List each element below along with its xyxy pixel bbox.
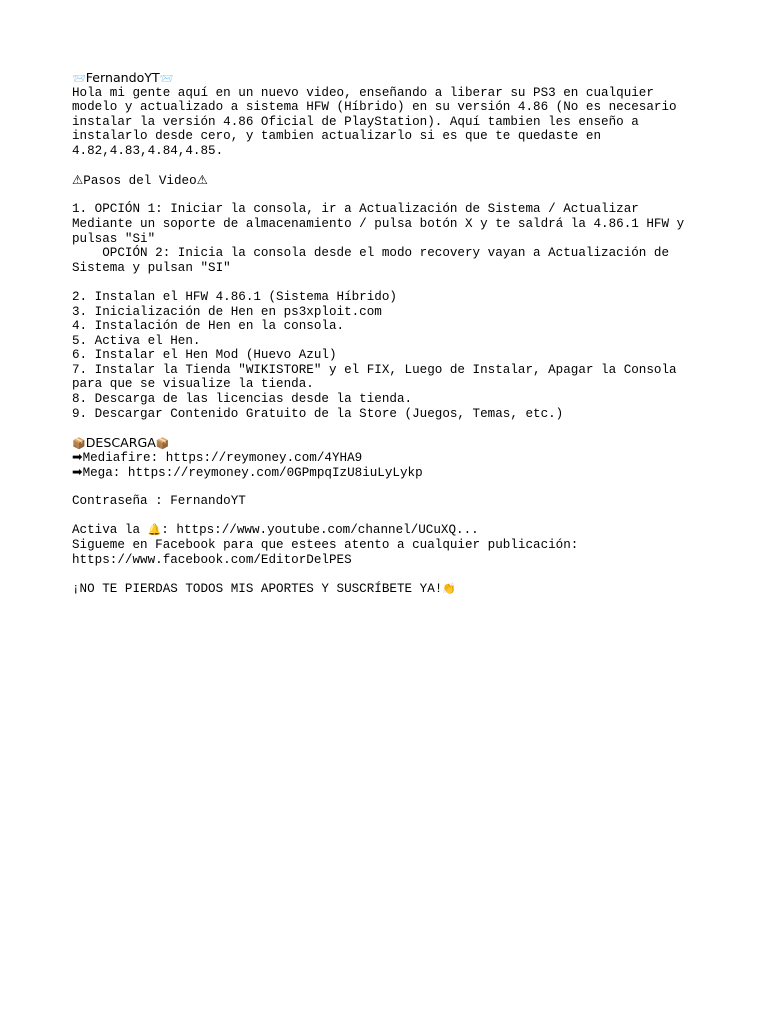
bell-icon: 🔔 bbox=[147, 523, 162, 537]
closing-text: ¡NO TE PIERDAS TODOS MIS APORTES Y SUSCRÍBETE YA! bbox=[72, 581, 443, 596]
closing-line bbox=[72, 582, 712, 597]
spacer bbox=[72, 480, 712, 495]
option-line: 1. OPCIÓN 1: Iniciar la consola, ir a Actualización de Sistema / Actualizar bbox=[72, 202, 639, 217]
intro-line: modelo y actualizado a sistema HFW (Híbrido) en su versión 4.86 (No es necesario bbox=[72, 100, 677, 115]
facebook-link[interactable]: https://www.facebook.com/EditorDelPES bbox=[72, 552, 352, 567]
author-header bbox=[72, 71, 712, 86]
steps-heading-label: Pasos del Video bbox=[83, 174, 197, 189]
download-heading-label: DESCARGA bbox=[85, 434, 156, 450]
spacer bbox=[72, 188, 712, 203]
mega-link-text[interactable]: Mega: https://reymoney.com/0GPmpqIzU8iuLyLykp bbox=[82, 466, 423, 481]
option-line: pulsas "Si" bbox=[72, 231, 156, 246]
step-item: 9. Descargar Contenido Gratuito de la Store (Juegos, Temas, etc.) bbox=[72, 406, 564, 421]
warning-icon: ⚠ bbox=[196, 172, 208, 188]
arrow-right-icon: ➡ bbox=[72, 464, 83, 480]
step-item: 8. Descarga de las licencias desde la tienda. bbox=[72, 392, 413, 407]
spacer bbox=[72, 567, 712, 582]
spacer bbox=[72, 509, 712, 524]
option-line: OPCIÓN 2: Inicia la consola desde el modo recovery vayan a Actualización de bbox=[72, 246, 670, 261]
mediafire-link[interactable] bbox=[72, 450, 712, 465]
mediafire-link-text[interactable]: Mediafire: https://reymoney.com/4YHA9 bbox=[82, 451, 363, 466]
intro-line: instalarlo desde cero, y tambien actualizarlo si es que te quedaste en bbox=[72, 129, 602, 144]
intro-line: instalar la versión 4.86 Oficial de PlayStation). Aquí tambien les enseño a bbox=[72, 114, 639, 129]
option-line: Sistema y pulsan "SI" bbox=[72, 260, 231, 275]
intro-line: 4.82,4.83,4.84,4.85. bbox=[72, 143, 224, 158]
warning-icon: ⚠ bbox=[72, 172, 84, 188]
intro-line: Hola mi gente aquí en un nuevo video, enseñando a liberar su PS3 en cualquier bbox=[72, 85, 654, 100]
spacer bbox=[72, 275, 712, 290]
step-item: 6. Instalar el Hen Mod (Huevo Azul) bbox=[72, 348, 337, 363]
package-icon: 📦 bbox=[155, 436, 170, 450]
step-item: 5. Activa el Hen. bbox=[72, 333, 201, 348]
download-heading bbox=[72, 436, 712, 451]
spacer bbox=[72, 421, 712, 436]
document-body bbox=[72, 71, 712, 596]
envelope-icon: 📨 bbox=[72, 72, 86, 85]
clapping-hands-icon: 👏 bbox=[442, 581, 457, 595]
step-item: 7. Instalar la Tienda "WIKISTORE" y el FIX, Luego de Instalar, Apagar la Consola bbox=[72, 362, 677, 377]
youtube-link[interactable]: : https://www.youtube.com/channel/UCuXQ... bbox=[161, 523, 479, 538]
package-icon: 📦 bbox=[72, 436, 86, 450]
spacer bbox=[72, 159, 712, 174]
youtube-line[interactable] bbox=[72, 523, 712, 538]
youtube-prefix: Activa la bbox=[72, 523, 148, 538]
mega-link[interactable] bbox=[72, 465, 712, 480]
option-line: Mediante un soporte de almacenamiento / pulsa botón X y te saldrá la 4.86.1 HFW y bbox=[72, 216, 685, 231]
step-item: 4. Instalación de Hen en la consola. bbox=[72, 319, 345, 334]
envelope-icon: 📨 bbox=[159, 72, 174, 85]
step-item: para que se visualize la tienda. bbox=[72, 377, 314, 392]
step-item: 3. Inicialización de Hen en ps3xploit.com bbox=[72, 304, 382, 319]
step-item: 2. Instalan el HFW 4.86.1 (Sistema Híbrido) bbox=[72, 289, 397, 304]
steps-heading bbox=[72, 173, 712, 188]
password-line: Contraseña : FernandoYT bbox=[72, 494, 246, 509]
arrow-right-icon: ➡ bbox=[72, 449, 83, 465]
facebook-line: Sigueme en Facebook para que estees atento a cualquier publicación: bbox=[72, 538, 579, 552]
author-name: FernandoYT bbox=[85, 70, 160, 85]
